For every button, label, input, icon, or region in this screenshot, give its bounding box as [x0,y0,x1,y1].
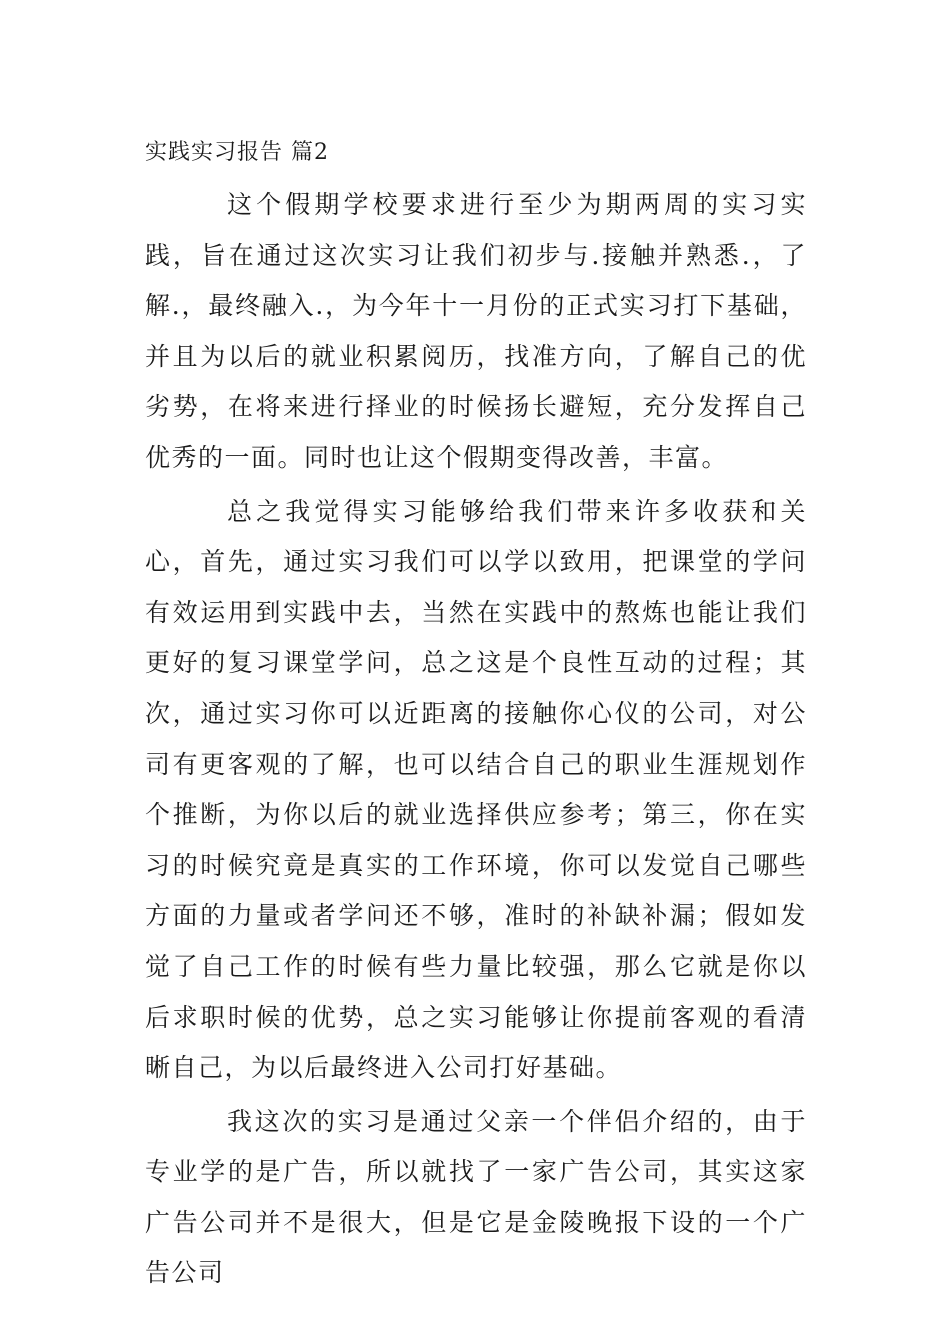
document-title: 实践实习报告 篇2 [145,140,329,165]
paragraph-3: 我这次的实习是通过父亲一个伴侣介绍的，由于专业学的是广告，所以就找了一家广告公司，其实这家广告公司并不是很大，但是它是金陵晚报下设的一个广告公司 [145,1106,807,1288]
document-body [145,180,807,1299]
paragraph-1: 这个假期学校要求进行至少为期两周的实习实践，旨在通过这次实习让我们初步与.接触并熟悉.，了解.，最终融入.，为今年十一月份的正式实习打下基础，并且为以后的就业积累阅历，找准方向，了解自己的优劣势，在将来进行择业的时候扬长避短，充分发挥自己优秀的一面。同时也让这个假期变得改善，丰富。 [145,190,807,472]
paragraph-2: 总之我觉得实习能够给我们带来许多收获和关心，首先，通过实习我们可以学以致用，把课堂的学问有效运用到实践中去，当然在实践中的熬炼也能让我们更好的复习课堂学问，总之这是个良性互动的过程；其次，通过实习你可以近距离的接触你心仪的公司，对公司有更客观的了解，也可以结合自己的职业生涯规划作个推断，为你以后的就业选择供应参考；第三，你在实习的时候究竟是真实的工作环境，你可以发觉自己哪些方面的力量或者学问还不够，准时的补缺补漏；假如发觉了自己工作的时候有些力量比较强，那么它就是你以后求职时候的优势，总之实习能够让你提前客观的看清晰自己，为以后最终进入公司打好基础。 [145,496,807,1083]
